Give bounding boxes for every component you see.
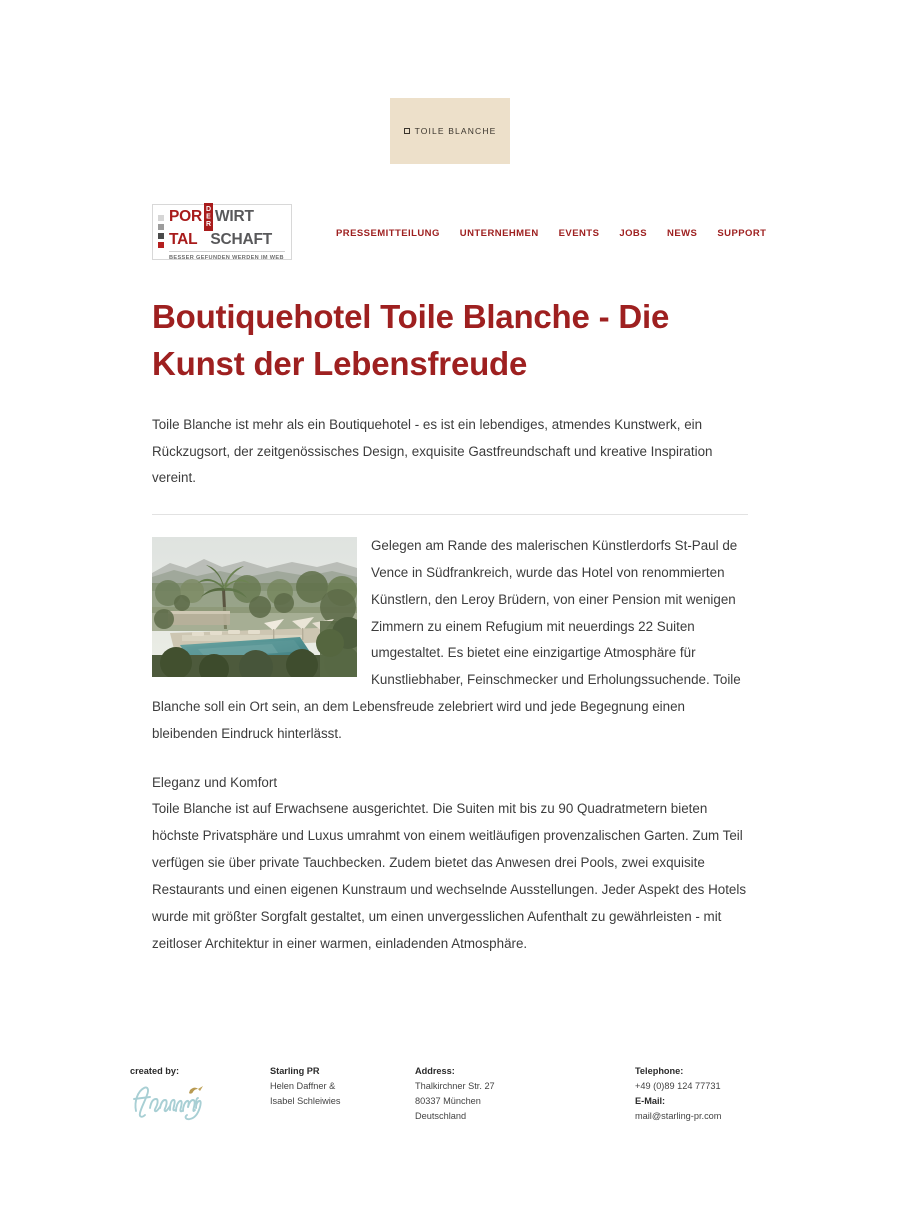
toile-blanche-lockup — [404, 126, 497, 136]
telephone-label: Telephone: — [635, 1066, 684, 1076]
article-body-block — [152, 533, 748, 748]
article-section-eleganz-und-komfort — [152, 770, 748, 958]
logo-part-der: DER — [204, 203, 213, 231]
created-by-label: created by: — [130, 1066, 180, 1076]
starling-signature-logo — [130, 1081, 270, 1121]
email-label: E-Mail: — [635, 1095, 666, 1106]
footer-agency-column — [270, 1064, 415, 1109]
address-city: 80337 München — [415, 1095, 481, 1106]
footer-contact-column — [635, 1064, 835, 1124]
agency-person-2: Isabel Schleiwies — [270, 1095, 341, 1106]
section-divider — [152, 514, 748, 515]
site-footer — [0, 1064, 900, 1124]
article — [0, 294, 900, 957]
logo-part-tal: TAL — [169, 230, 198, 248]
footer-address-column — [415, 1064, 635, 1124]
logo-part-por: POR — [169, 208, 202, 225]
agency-name: Starling PR — [270, 1066, 320, 1076]
section-paragraph: Toile Blanche ist auf Erwachsene ausgerichtet. Die Suiten mit bis zu 90 Quadratmetern bieten höchste Privatsphäre und Luxus umrahmt von einem weitläufigen provenzalischen Garten. Zum Teil verfügen sie über private Tauchbecken. Zudem bietet das Anwesen drei Pools, zwei exquisite Restaurants und einen eigenen Kunstraum und wechselnde Ausstellungen. Jeder Aspekt des Hotels wurde mit größter Sorgfalt gestaltet, um einen unvergesslichen Aufenthalt zu gewährleisten - mit zeitloser Architektur in einer warmen, einladenden Atmosphäre. — [152, 801, 747, 951]
photo-illustration — [152, 537, 357, 677]
logo-part-schaft: SCHAFT — [210, 230, 273, 248]
main-navigation — [336, 226, 766, 239]
logo-wordmark — [169, 203, 285, 262]
toile-blanche-name: TOILE BLANCHE — [414, 126, 497, 136]
nav-item-pressemitteilung[interactable]: PRESSEMITTEILUNG — [336, 227, 440, 239]
address-street: Thalkirchner Str. 27 — [415, 1080, 495, 1091]
nav-item-unternehmen[interactable]: UNTERNEHMEN — [459, 227, 539, 239]
toile-blanche-banner[interactable] — [390, 98, 510, 164]
page-title: Boutiquehotel Toile Blanche - Die Kunst der Lebensfreude — [152, 298, 670, 382]
logo-dots-icon — [158, 215, 164, 250]
logo-tagline: BESSER GEFUNDEN WERDEN IM WEB — [169, 251, 285, 261]
telephone-value[interactable]: +49 (0)89 124 77731 — [635, 1080, 721, 1091]
nav-item-support[interactable]: SUPPORT — [717, 227, 767, 239]
signature-icon — [130, 1081, 222, 1121]
hotel-pool-garden-photo — [152, 537, 357, 677]
nav-item-news[interactable]: NEWS — [667, 227, 698, 239]
footer-created-by-column — [130, 1064, 270, 1121]
section-heading: Eleganz und Komfort — [152, 774, 278, 790]
brand-banner-region — [0, 0, 900, 164]
logo-part-wirt: WIRT — [215, 208, 254, 225]
article-body-paragraph: Gelegen am Rande des malerischen Künstlerdorfs St-Paul de Vence in Südfrankreich, wurde das Hotel von renommierten Künstlern, den Leroy Brüdern, von einer Pension mit wenigen Zimmern zu einem Refugium mit neuerdings 22 Suiten umgestaltet. Es bietet eine einzigartige Atmosphäre für Kunstliebhaber, Feinschmecker und Erholungssuchende. Toile Blanche soll ein Ort sein, an dem Lebensfreude zelebriert wird und jede Begegnung einen bleibenden Eindruck hinterlässt. — [152, 538, 741, 741]
square-outline-icon — [404, 128, 410, 134]
portal-der-wirtschaft-logo[interactable] — [152, 204, 292, 260]
nav-item-jobs[interactable]: JOBS — [619, 227, 648, 239]
nav-item-events[interactable]: EVENTS — [558, 227, 600, 239]
address-label: Address: — [415, 1066, 455, 1076]
agency-person-1: Helen Daffner & — [270, 1080, 336, 1091]
article-lead-paragraph: Toile Blanche ist mehr als ein Boutiquehotel - es ist ein lebendiges, atmendes Kunstwerk, ein Rückzugsort, der zeitgenössisches Design, exquisite Gastfreundschaft und kreative Inspiration vereint. — [152, 416, 713, 486]
address-country: Deutschland — [415, 1110, 467, 1121]
email-value[interactable]: mail@starling-pr.com — [635, 1110, 722, 1121]
site-header — [0, 204, 900, 260]
